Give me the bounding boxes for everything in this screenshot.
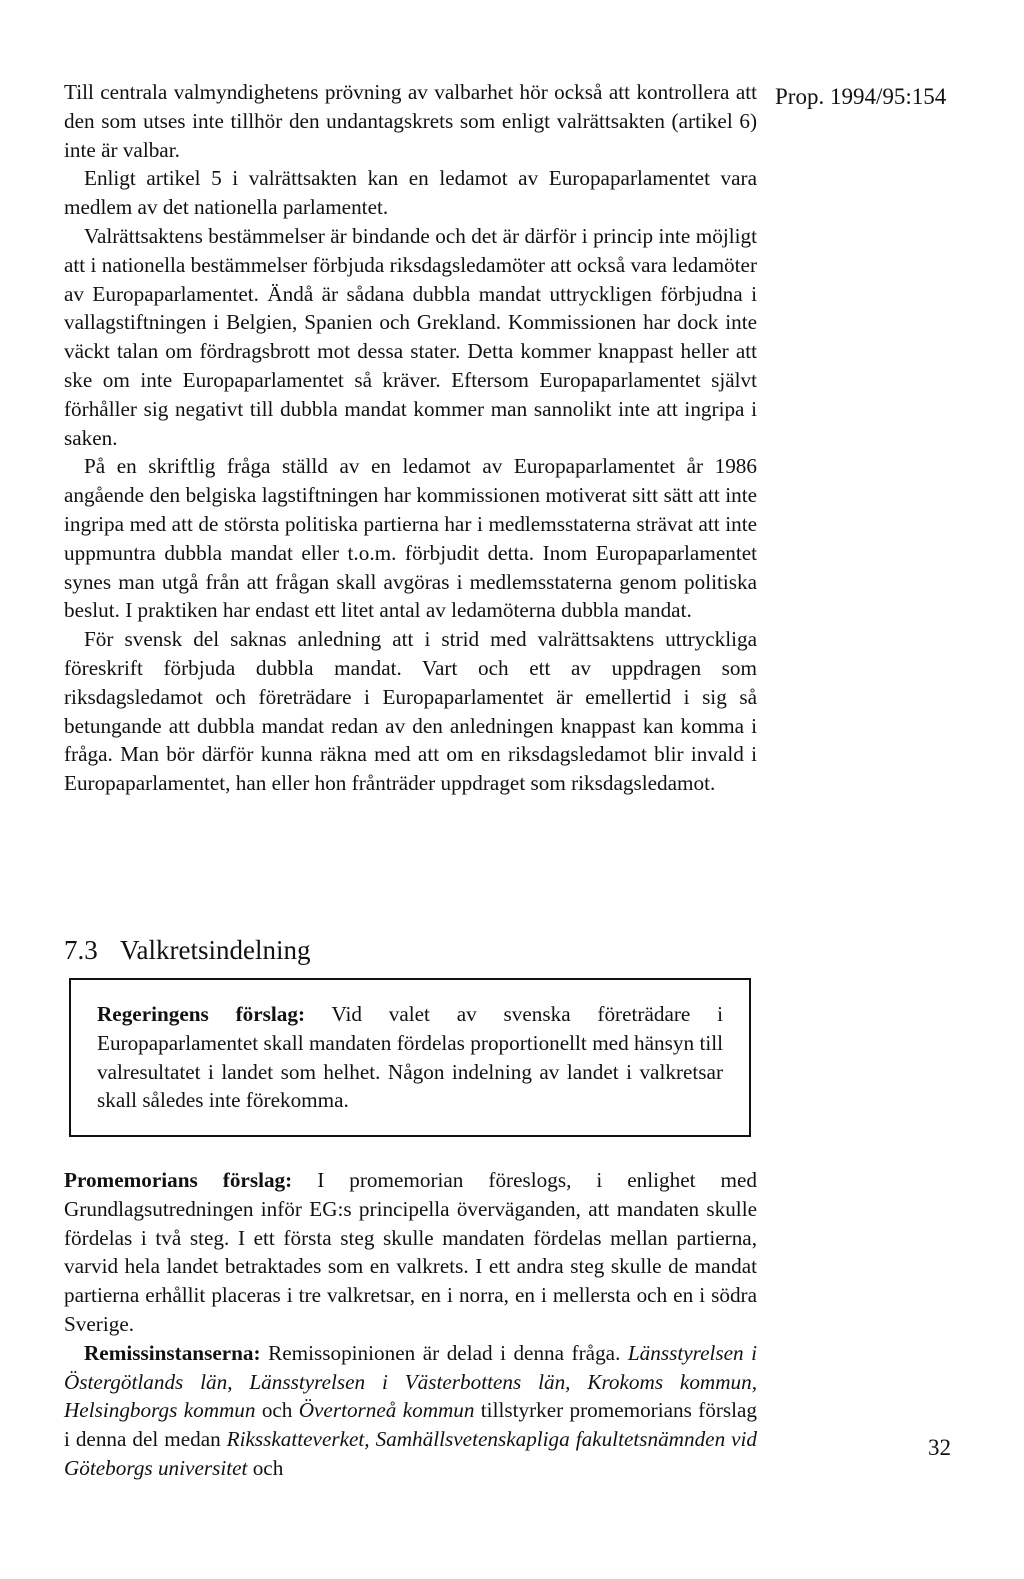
body-text-bottom: [64, 1166, 757, 1483]
document-reference: Prop. 1994/95:154: [775, 84, 947, 109]
proposal-text: Vid valet av svenska företrädare i Europaparlamentet skall mandaten fördelas proportionellt med hänsyn till valresultatet i landet som helhet. Någon indelning av landet i valkretsar skall således inte förekomma.: [97, 1002, 723, 1113]
remiss-label: Remissinstanserna:: [84, 1340, 261, 1365]
memo-paragraph: [64, 1166, 757, 1339]
remiss-org: Länsstyrelsen i Västerbottens län,: [249, 1369, 571, 1394]
remiss-text: Remissopinionen är delad i denna fråga.: [268, 1340, 621, 1365]
body-text-top: [64, 78, 757, 798]
government-proposal-box: [69, 978, 751, 1137]
memo-label: Promemorians förslag:: [64, 1168, 293, 1192]
remiss-paragraph: [64, 1339, 757, 1483]
paragraph: På en skriftlig fråga ställd av en ledamot av Europaparlamentet år 1986 angående den belgiska lagstiftningen har kommissionen motiverat sitt sätt att inte ingripa med att de största politiska partierna har i medlemsstaterna strävat att inte uppmuntra dubbla mandat eller t.o.m. förbjudit detta. Inom Europaparlamentet synes man utgå från att frågan skall avgöras i medlemsstaterna genom politiska beslut. I praktiken har endast ett litet antal av ledamöterna dubbla mandat.: [64, 454, 757, 623]
paragraph: För svensk del saknas anledning att i strid med valrättsaktens uttryckliga föreskrift förbjuda dubbla mandat. Vart och ett av uppdragen som riksdagsledamot och företrädare i Europaparlamentet är emellertid i sig så betungande att dubbla mandat redan av den anledningen knappast kan komma i fråga. Man bör därför kunna räkna med att om en riksdagsledamot blir invald i Europaparlamentet, han eller hon frånträder uppdraget som riksdagsledamot.: [64, 627, 757, 796]
remiss-org: Länsstyrelsen i Östergötlands län,: [64, 1340, 758, 1394]
paragraph: Enligt artikel 5 i valrättsakten kan en ledamot av Europaparlamentet vara medlem av det nationella parlamentet.: [64, 166, 757, 220]
memo-text: I promemorian föreslogs, i enlighet med Grundlagsutredningen inför EG:s principella överväganden, att mandaten skulle fördelas i två steg. I ett första steg skulle mandaten fördelas mellan partierna, varvid hela landet betraktades som en valkrets. I ett andra steg skulle de mandat partierna erhållit placeras i tre valkretsar, en i norra, en i mellersta och en i södra Sverige.: [64, 1168, 757, 1336]
remiss-org: Krokoms kommun,: [587, 1369, 758, 1394]
paragraph: Valrättsaktens bestämmelser är bindande och det är därför i princip inte möjligt att i nationella bestämmelser förbjuda riksdagsledamöter att också vara ledamöter av Europaparlamentet. Ändå är sådana dubbla mandat uttryckligen förbjudna i vallagstiftningen i Belgien, Spanien och Grekland. Kommissionen har dock inte väckt talan om fördragsbrott mot dessa stater. Detta kommer knappast heller att ske om inte Europaparlamentet så kräver. Eftersom Europaparlamentet självt förhåller sig negativt till dubbla mandat kommer man sannolikt inte att ingripa i saken.: [64, 223, 757, 450]
section-number: 7.3: [64, 935, 98, 965]
section-title: Valkretsindelning: [120, 935, 311, 965]
paragraph: Till centrala valmyndighetens prövning av valbarhet hör också att kontrollera att den som utses inte tillhör den undantagskrets som enligt valrättsakten (artikel 6) inte är valbar.: [64, 80, 757, 162]
remiss-org: Övertorneå kommun: [298, 1398, 475, 1423]
remiss-org: Samhällsvetenskapliga fakultetsnämnden vid Göteborgs universitet: [64, 1427, 757, 1480]
proposal-label: Regeringens förslag:: [97, 1002, 306, 1026]
section-heading: [64, 932, 310, 968]
remiss-text: tillstyrker promemorians förslag i denna del medan: [64, 1398, 758, 1452]
page-number: 32: [928, 1435, 951, 1460]
remiss-text: och: [261, 1398, 293, 1423]
remiss-org: Helsingborgs kommun: [64, 1398, 256, 1423]
remiss-text: och: [252, 1455, 284, 1480]
remiss-org: Riksskatteverket,: [226, 1427, 370, 1452]
